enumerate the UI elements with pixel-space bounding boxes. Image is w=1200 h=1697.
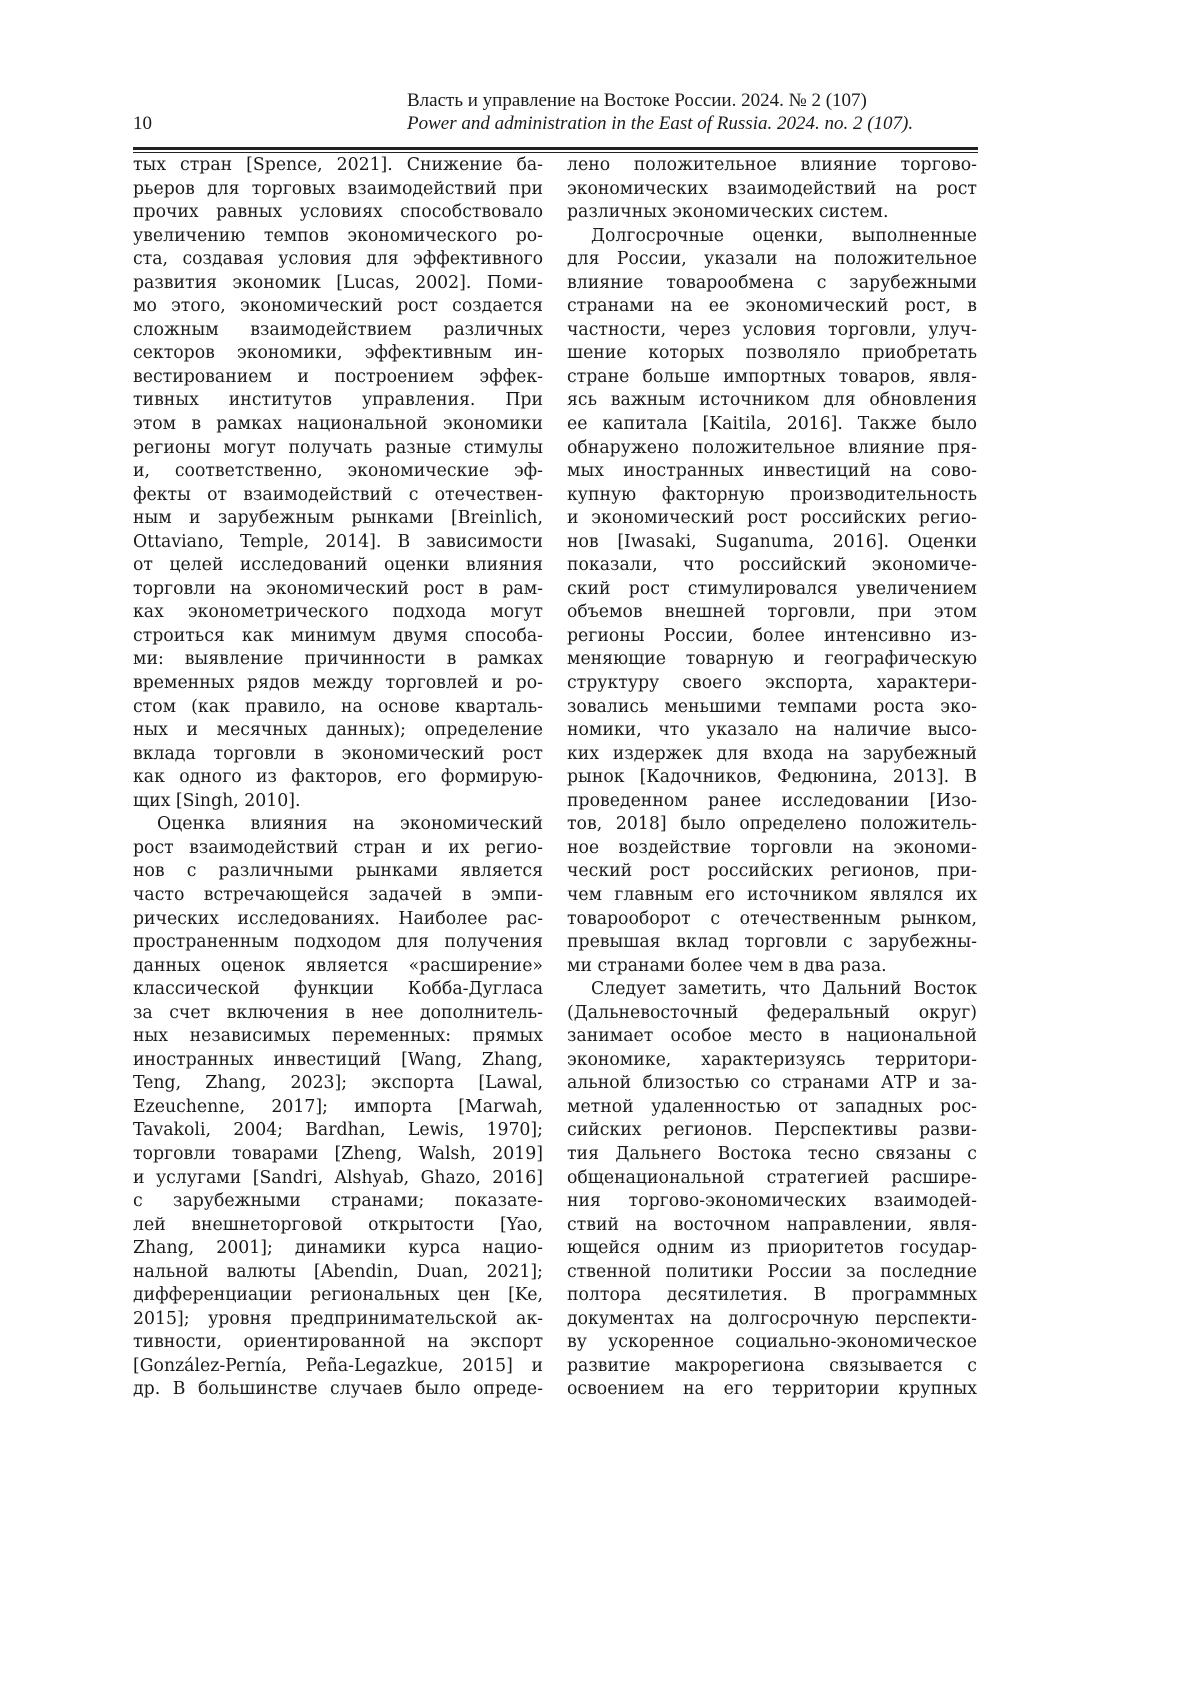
journal-title-en: Power and administration in the East of Russia. 2024. no. 2 (107). — [407, 113, 913, 135]
text-line: мо этого, экономический рост создается — [133, 295, 543, 319]
text-line: увеличению темпов экономического ро- — [133, 225, 543, 249]
text-line: и услугами [Sandri, Alshyab, Ghazo, 2016] — [133, 1167, 543, 1191]
text-line: щих [Singh, 2010]. — [133, 790, 543, 814]
text-line: превышая вклад торговли с зарубежны- — [567, 931, 977, 955]
text-line: ным и зарубежным рынками [Breinlich, — [133, 507, 543, 531]
text-column-right — [567, 154, 977, 1402]
text-line: освоением на его территории крупных — [567, 1378, 977, 1402]
text-line: др. В большинстве случаев было опреде- — [133, 1378, 543, 1402]
text-line: тов, 2018] было определено положитель- — [567, 813, 977, 837]
text-line: ния торгово-экономических взаимодей- — [567, 1190, 977, 1214]
text-line: торговли товарами [Zheng, Walsh, 2019] — [133, 1143, 543, 1167]
text-line: строиться как минимум двумя способа- — [133, 625, 543, 649]
text-line: (Дальневосточный федеральный округ) — [567, 1002, 977, 1026]
text-line: различных экономических систем. — [567, 201, 977, 225]
text-line: ми: выявление причинности в рамках — [133, 648, 543, 672]
text-line: часто встречающейся задачей в эмпи- — [133, 884, 543, 908]
text-line: ясь важным источником для обновления — [567, 389, 977, 413]
text-line: стом (как правило, на основе кварталь- — [133, 696, 543, 720]
text-line: зовались меньшими темпами роста эко- — [567, 696, 977, 720]
text-column-left — [133, 154, 543, 1402]
text-line: влияние товарообмена с зарубежными — [567, 272, 977, 296]
text-line: проведенном ранее исследовании [Изо- — [567, 790, 977, 814]
journal-title-ru: Власть и управление на Востоке России. 2024. № 2 (107) — [407, 90, 867, 112]
text-line: тивных институтов управления. При — [133, 389, 543, 413]
text-line: для России, указали на положительное — [567, 248, 977, 272]
text-line: меняющие товарную и географическую — [567, 648, 977, 672]
text-line: занимает особое место в национальной — [567, 1025, 977, 1049]
text-line: ных и месячных данных); определение — [133, 719, 543, 743]
header-rule-thick — [133, 147, 978, 150]
text-line: как одного из факторов, его формирую- — [133, 766, 543, 790]
text-line: Следует заметить, что Дальний Восток — [567, 978, 977, 1002]
text-line: [González-Pernía, Peña-Legazkue, 2015] и — [133, 1355, 543, 1379]
text-line: ких издержек для входа на зарубежный — [567, 743, 977, 767]
text-line: общенациональной стратегией расшире- — [567, 1167, 977, 1191]
text-line: и экономический рост российских регио- — [567, 507, 977, 531]
text-line: ми странами более чем в два раза. — [567, 955, 977, 979]
text-line: товарооборот с отечественным рынком, — [567, 908, 977, 932]
text-line: тия Дальнего Востока тесно связаны с — [567, 1143, 977, 1167]
text-line: рынок [Кадочников, Федюнина, 2013]. В — [567, 766, 977, 790]
text-line: полтора десятилетия. В программных — [567, 1284, 977, 1308]
text-line: вестированием и построением эффек- — [133, 366, 543, 390]
text-line: ющейся одним из приоритетов государ- — [567, 1237, 977, 1261]
text-line: развития экономик [Lucas, 2002]. Поми- — [133, 272, 543, 296]
text-line: Оценка влияния на экономический — [133, 813, 543, 837]
text-line: этом в рамках национальной экономики — [133, 413, 543, 437]
text-line: от целей исследований оценки влияния — [133, 554, 543, 578]
text-line: пространенным подходом для получения — [133, 931, 543, 955]
text-line: ее капитала [Kaitila, 2016]. Также было — [567, 413, 977, 437]
text-line: Tavakoli, 2004; Bardhan, Lewis, 1970]; — [133, 1119, 543, 1143]
text-line: Ottaviano, Temple, 2014]. В зависимости — [133, 531, 543, 555]
text-line: регионы могут получать разные стимулы — [133, 437, 543, 461]
text-line: экономических взаимодействий на рост — [567, 178, 977, 202]
text-line: ное воздействие торговли на экономи- — [567, 837, 977, 861]
text-line: и, соответственно, экономические эф- — [133, 460, 543, 484]
text-line: Teng, Zhang, 2023]; экспорта [Lawal, — [133, 1072, 543, 1096]
text-line: частности, через условия торговли, улуч- — [567, 319, 977, 343]
text-line: развитие макрорегиона связывается с — [567, 1355, 977, 1379]
text-line: ствий на восточном направлении, явля- — [567, 1214, 977, 1238]
text-line: тых стран [Spence, 2021]. Снижение ба- — [133, 154, 543, 178]
text-line: 2015]; уровня предпринимательской ак- — [133, 1308, 543, 1332]
text-line: данных оценок является «расширение» — [133, 955, 543, 979]
text-line: ственной политики России за последние — [567, 1261, 977, 1285]
text-line: за счет включения в нее дополнитель- — [133, 1002, 543, 1026]
text-line: документах на долгосрочную перспекти- — [567, 1308, 977, 1332]
text-line: нальной валюты [Abendin, Duan, 2021]; — [133, 1261, 543, 1285]
text-line: торговли на экономический рост в рам- — [133, 578, 543, 602]
text-line: фекты от взаимодействий с отечествен- — [133, 484, 543, 508]
header-rule-thin — [133, 152, 978, 153]
text-line: мых иностранных инвестиций на сово- — [567, 460, 977, 484]
page-number: 10 — [133, 113, 152, 135]
text-line: прочих равных условиях способствовало — [133, 201, 543, 225]
text-line: обнаружено положительное влияние пря- — [567, 437, 977, 461]
text-line: ский рост стимулировался увеличением — [567, 578, 977, 602]
text-line: номики, что указало на наличие высо- — [567, 719, 977, 743]
text-line: временных рядов между торговлей и ро- — [133, 672, 543, 696]
text-line: рьеров для торговых взаимодействий при — [133, 178, 543, 202]
text-line: сийских регионов. Перспективы разви- — [567, 1119, 977, 1143]
text-line: тивности, ориентированной на экспорт — [133, 1331, 543, 1355]
text-line: альной близостью со странами АТР и за- — [567, 1072, 977, 1096]
text-line: Ezeuchenne, 2017]; импорта [Marwah, — [133, 1096, 543, 1120]
text-line: с зарубежными странами; показате- — [133, 1190, 543, 1214]
text-line: экономике, характеризуясь территори- — [567, 1049, 977, 1073]
text-line: странами на ее экономический рост, в — [567, 295, 977, 319]
text-line: ках эконометрического подхода могут — [133, 601, 543, 625]
text-line: купную факторную производительность — [567, 484, 977, 508]
text-line: чем главным его источником являлся их — [567, 884, 977, 908]
text-line: ву ускоренное социально-экономическое — [567, 1331, 977, 1355]
text-line: иностранных инвестиций [Wang, Zhang, — [133, 1049, 543, 1073]
text-line: лей внешнеторговой открытости [Yao, — [133, 1214, 543, 1238]
text-line: рических исследованиях. Наиболее рас- — [133, 908, 543, 932]
text-line: метной удаленностью от западных рос- — [567, 1096, 977, 1120]
text-line: стране больше импортных товаров, явля- — [567, 366, 977, 390]
text-line: Zhang, 2001]; динамики курса нацио- — [133, 1237, 543, 1261]
text-line: секторов экономики, эффективным ин- — [133, 342, 543, 366]
text-line: лено положительное влияние торгово- — [567, 154, 977, 178]
text-line: вклада торговли в экономический рост — [133, 743, 543, 767]
text-line: ных независимых переменных: прямых — [133, 1025, 543, 1049]
text-line: классической функции Кобба-Дугласа — [133, 978, 543, 1002]
text-line: структуру своего экспорта, характери- — [567, 672, 977, 696]
text-line: сложным взаимодействием различных — [133, 319, 543, 343]
text-line: нов [Iwasaki, Suganuma, 2016]. Оценки — [567, 531, 977, 555]
text-line: регионы России, более интенсивно из- — [567, 625, 977, 649]
text-line: показали, что российский экономиче- — [567, 554, 977, 578]
text-line: ческий рост российских регионов, при- — [567, 860, 977, 884]
text-line: объемов внешней торговли, при этом — [567, 601, 977, 625]
text-line: шение которых позволяло приобретать — [567, 342, 977, 366]
text-line: дифференциации региональных цен [Ke, — [133, 1284, 543, 1308]
text-line: рост взаимодействий стран и их регио- — [133, 837, 543, 861]
text-line: ста, создавая условия для эффективного — [133, 248, 543, 272]
text-line: Долгосрочные оценки, выполненные — [567, 225, 977, 249]
text-line: нов с различными рынками является — [133, 860, 543, 884]
